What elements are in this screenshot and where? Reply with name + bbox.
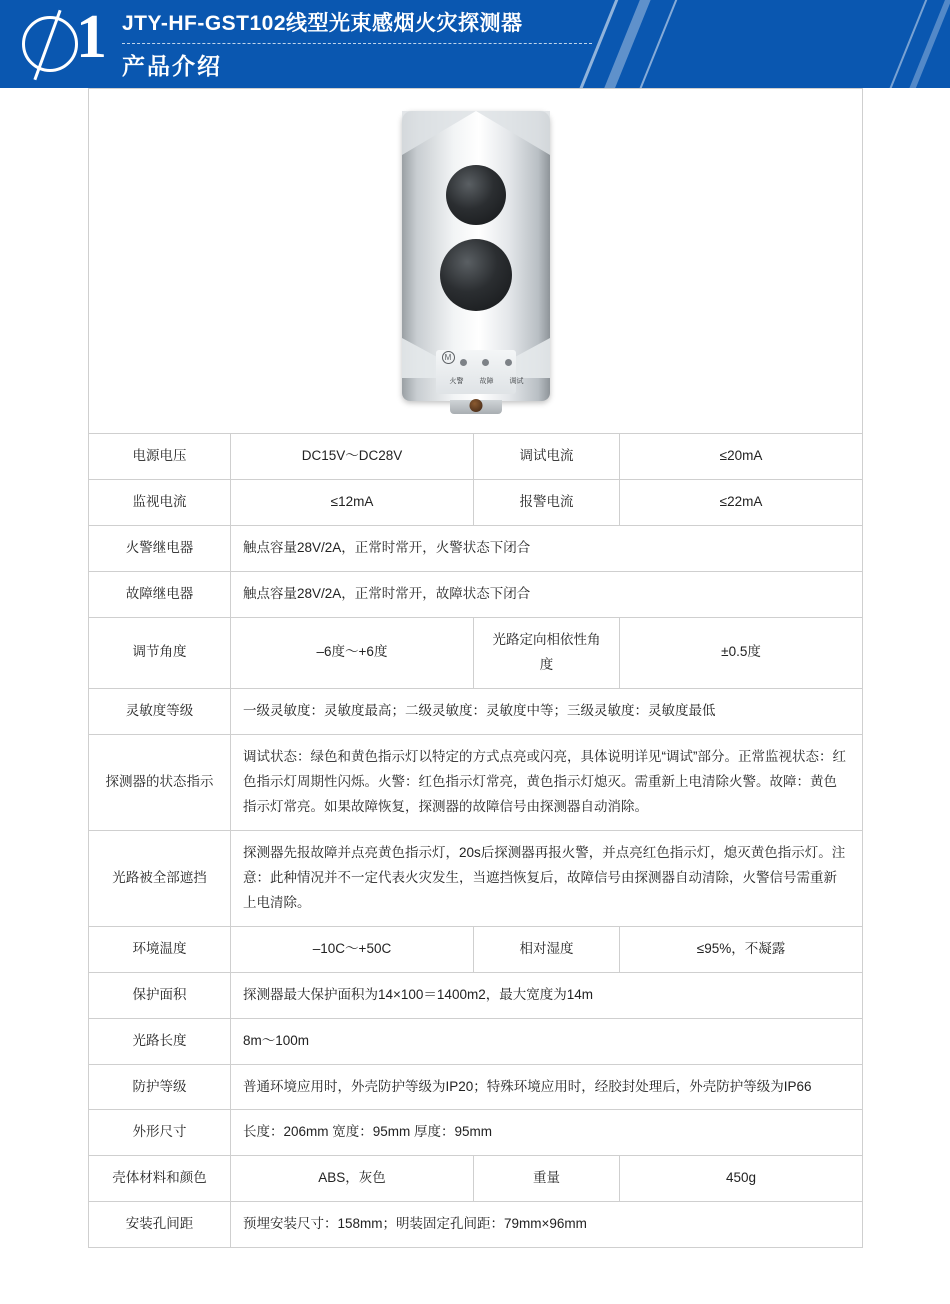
page-header-banner [0,0,950,88]
table-row [89,1064,863,1110]
fire-led-icon [460,359,467,366]
spec-value: 普通环境应用时，外壳防护等级为IP20；特殊环境应用时，经胶封处理后，外壳防护等级为IP66 [231,1064,863,1110]
table-row [89,1110,863,1156]
table-row [89,734,863,830]
spec-label: 光路被全部遮挡 [89,830,231,926]
table-row [89,1018,863,1064]
spec-label: 调试电流 [474,434,620,480]
spec-label: 探测器的状态指示 [89,734,231,830]
detector-top-bevel [402,111,550,155]
spec-value: 8m～100m [231,1018,863,1064]
product-image-panel [88,88,863,433]
spec-label: 故障继电器 [89,571,231,617]
fault-led-icon [482,359,489,366]
circle-decoration-icon [22,16,78,72]
table-row [89,479,863,525]
banner-title-group [122,10,592,81]
spec-value: ±0.5度 [620,617,863,688]
section-title: 产品介绍 [122,53,222,80]
table-row [89,571,863,617]
spec-label: 电源电压 [89,434,231,480]
table-row [89,1202,863,1248]
table-row [89,830,863,926]
fire-led-label: 火警 [449,378,464,385]
spec-label: 防护等级 [89,1064,231,1110]
debug-led-icon [505,359,512,366]
product-model-title: JTY-HF-GST102线型光束感烟火灾探测器 [122,12,523,35]
spec-value: 探测器最大保护面积为14×100＝1400m2，最大宽度为14m [231,972,863,1018]
spec-label: 光路长度 [89,1018,231,1064]
table-row [89,926,863,972]
detector-lower-lens [440,239,512,311]
product-photo-detector [402,111,550,416]
spec-label: 重量 [474,1156,620,1202]
spec-value: ≤12mA [231,479,474,525]
spec-label: 壳体材料和颜色 [89,1156,231,1202]
spec-value: –6度～+6度 [231,617,474,688]
spec-value: 探测器先报故障并点亮黄色指示灯，20s后探测器再报火警，并点亮红色指示灯，熄灭黄色指示灯。注意：此种情况并不一定代表火灾发生，当遮挡恢复后，故障信号由探测器自动清除，火警信号需重新上电清除。 [231,830,863,926]
content-area [88,88,863,1304]
table-row [89,525,863,571]
detector-upper-lens [446,165,506,225]
spec-label: 火警继电器 [89,525,231,571]
spec-value: 一级灵敏度：灵敏度最高；二级灵敏度：灵敏度中等；三级灵敏度：灵敏度最低 [231,688,863,734]
spec-value: ≤22mA [620,479,863,525]
bottom-spacer [88,1248,863,1304]
spec-value: ≤95%，不凝露 [620,926,863,972]
brand-mark-icon: M [442,351,455,364]
spec-value: 触点容量28V/2A，正常时常开，火警状态下闭合 [231,525,863,571]
banner-diagonal-stripe [895,0,950,88]
spec-value: 预埋安装尺寸：158mm；明装固定孔间距：79mm×96mm [231,1202,863,1248]
debug-led-label: 调试 [509,378,524,385]
spec-value: 触点容量28V/2A，正常时常开，故障状态下闭合 [231,571,863,617]
spec-label: 保护面积 [89,972,231,1018]
spec-label: 环境温度 [89,926,231,972]
spec-label: 监视电流 [89,479,231,525]
table-row [89,688,863,734]
spec-label: 相对湿度 [474,926,620,972]
specification-table [88,433,863,1248]
detector-screw-icon [469,399,482,412]
spec-value: 长度：206mm 宽度：95mm 厚度：95mm [231,1110,863,1156]
section-number-badge [18,2,118,88]
spec-value: DC15V～DC28V [231,434,474,480]
table-row [89,434,863,480]
spec-value: ABS，灰色 [231,1156,474,1202]
section-number: 1 [76,3,107,71]
spec-label: 外形尺寸 [89,1110,231,1156]
fault-led-label: 故障 [479,378,494,385]
detector-led-row [460,359,512,366]
spec-value: –10C～+50C [231,926,474,972]
banner-dashed-divider [122,43,592,44]
spec-label: 光路定向相依性角度 [474,617,620,688]
spec-label: 灵敏度等级 [89,688,231,734]
spec-value: ≤20mA [620,434,863,480]
spec-value: 450g [620,1156,863,1202]
spec-label: 安装孔间距 [89,1202,231,1248]
spec-label: 报警电流 [474,479,620,525]
table-row [89,1156,863,1202]
spec-label: 调节角度 [89,617,231,688]
detector-led-labels [450,376,524,386]
banner-diagonal-stripe [590,0,659,88]
table-row [89,617,863,688]
table-row [89,972,863,1018]
spec-value: 调试状态：绿色和黄色指示灯以特定的方式点亮或闪亮，具体说明详见“调试”部分。正常监视状态：红色指示灯周期性闪烁。火警：红色指示灯常亮，黄色指示灯熄灭。需重新上电清除火警。故障：黄色指示灯常亮。如果故障恢复，探测器的故障信号由探测器自动消除。 [231,734,863,830]
